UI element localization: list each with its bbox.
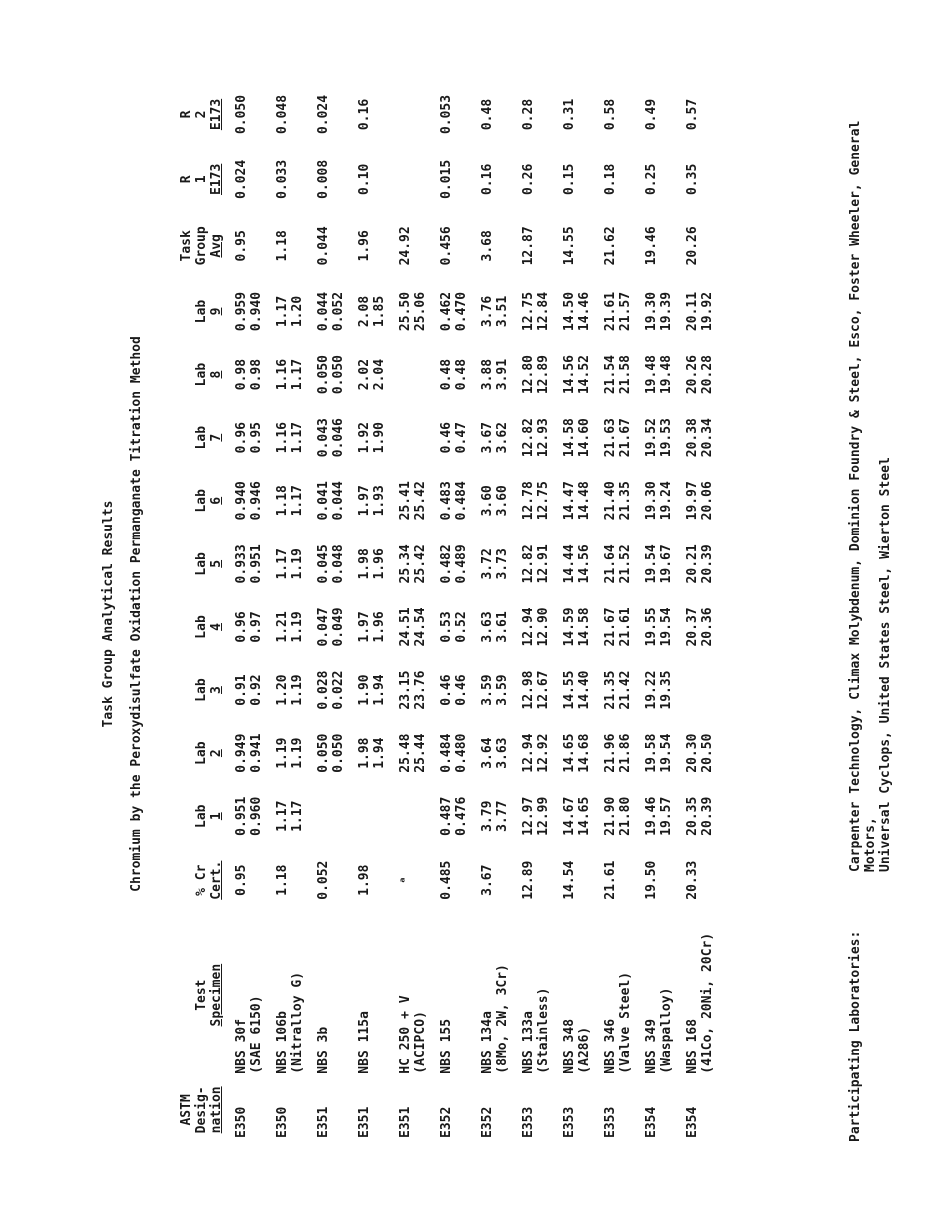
cell-lab8: [398, 343, 439, 406]
cell-r1: 0.015: [439, 159, 454, 199]
header-lab8: [179, 343, 234, 406]
footer-lab-list: Carpenter Technology, Climax Molybdenum, Dominion Foundry & Steel, Esco, Foster Wheeler, General Motors, Universal Cyclops, United States Steel, Wierton Steel: [848, 120, 893, 872]
cell-lab9: 2.08 1.85: [357, 295, 387, 328]
cell-lab1: 21.90 21.80: [603, 796, 633, 836]
cell-r1: 0.008: [316, 159, 331, 199]
header-lab5-line-1: 5: [209, 559, 224, 568]
cell-r2: 0.57: [685, 98, 700, 131]
cell-avg: 1.18: [275, 230, 290, 262]
header-r1-line-1: 1: [194, 175, 209, 184]
cell-r2: 0.49: [644, 98, 659, 131]
cell-lab3: [685, 659, 726, 722]
cell-lab4: 14.59 14.58: [562, 607, 592, 647]
header-lab2-line-1: 2: [209, 749, 224, 758]
cell-cert: 3.67: [480, 864, 495, 896]
cell-specimen: NBS 115a: [357, 1011, 372, 1074]
cell-r2: 0.024: [316, 94, 331, 135]
cell-lab6: 3.60 3.60: [480, 485, 510, 517]
header-lab5: [179, 532, 234, 595]
cell-specimen: NBS 3b: [316, 1026, 331, 1074]
header-specimen: [179, 913, 234, 1078]
cell-lab8: 0.48 0.48: [439, 358, 469, 391]
cell-lab7: 12.82 12.93: [521, 418, 551, 458]
header-r1-line-2: E173: [209, 163, 224, 196]
table-row: [644, 82, 685, 1142]
header-lab7-line-1: 7: [209, 433, 224, 442]
cell-lab4: 24.51 24.54: [398, 607, 428, 647]
header-r2-line-1: 2: [194, 110, 209, 119]
cell-avg: 1.96: [357, 230, 372, 262]
cell-lab9: 12.75 12.84: [521, 291, 551, 332]
cell-lab4: 1.97 1.96: [357, 611, 387, 643]
cell-lab8: 12.80 12.89: [521, 355, 551, 395]
header-cert-line-1: Cert.: [209, 860, 224, 900]
table-row: [439, 82, 480, 1142]
cell-lab7: 14.58 14.60: [562, 418, 592, 458]
cell-lab8: 0.98 0.98: [234, 358, 264, 391]
cell-cert: 0.485: [439, 860, 454, 900]
header-cert: [179, 848, 234, 913]
rotated-landscape-sheet: [95, 64, 893, 1164]
header-lab7-line-0: Lab: [194, 425, 209, 450]
cell-r1: 0.18: [603, 163, 618, 196]
cell-cert: 21.61: [603, 860, 618, 900]
header-astm-line-2: nation: [209, 1086, 224, 1134]
cell-lab6: 21.40 21.35: [603, 481, 633, 521]
cell-lab3: 1.20 1.19: [275, 674, 305, 706]
header-lab2-line-0: Lab: [194, 741, 209, 765]
cell-lab5: 1.17 1.19: [275, 548, 305, 580]
cell-lab8: 2.02 2.04: [357, 358, 387, 391]
cell-r1: 0.16: [480, 163, 495, 196]
cell-lab6: 0.041 0.044: [316, 481, 346, 521]
cell-cert: 12.89: [521, 860, 536, 900]
cell-r1: 0.10: [357, 163, 372, 196]
cell-astm: E350: [275, 1106, 290, 1138]
header-lab6-line-1: 6: [209, 496, 224, 505]
table-row: [357, 82, 398, 1142]
cell-lab5: 0.482 0.489: [439, 544, 469, 584]
cell-avg: 12.87: [521, 226, 536, 266]
cell-avg: 14.55: [562, 226, 577, 266]
cell-specimen: NBS 133a (Stainless): [521, 987, 551, 1074]
cell-lab6: 12.78 12.75: [521, 481, 551, 521]
cell-astm: E351: [316, 1106, 331, 1138]
cell-lab1: 20.35 20.39: [685, 796, 715, 836]
cell-lab7: 21.63 21.67: [603, 418, 633, 458]
cell-lab5: 0.045 0.048: [316, 544, 346, 584]
cell-lab7: 3.67 3.62: [480, 422, 510, 454]
cell-cert: 0.95: [234, 864, 249, 896]
cell-cert: ᵃ: [398, 876, 413, 885]
page-title: Task Group Analytical Results: [101, 500, 116, 728]
cell-lab7: 0.46 0.47: [439, 422, 469, 454]
cell-lab2: 12.94 12.92: [521, 733, 551, 773]
cell-r2: 0.28: [521, 98, 536, 131]
cell-lab6: 0.940 0.946: [234, 481, 264, 521]
cell-lab5: 20.21 20.39: [685, 544, 715, 584]
cell-lab4: 0.53 0.52: [439, 611, 469, 643]
cell-lab3: 3.59 3.59: [480, 674, 510, 706]
cell-r2: [398, 82, 439, 147]
header-astm-line-0: ASTM: [179, 1094, 194, 1126]
cell-lab2: 14.65 14.68: [562, 733, 592, 773]
cell-lab4: 20.37 20.36: [685, 607, 715, 647]
cell-astm: E352: [480, 1106, 495, 1138]
cell-lab1: 3.79 3.77: [480, 800, 510, 832]
cell-cert: 0.052: [316, 860, 331, 900]
cell-r2: 0.053: [439, 94, 454, 135]
cell-specimen: NBS 168 (41Co, 20Ni, 20Cr): [685, 932, 715, 1074]
cell-cert: 20.33: [685, 860, 700, 900]
header-lab1: [179, 785, 234, 848]
table-row: [275, 82, 316, 1142]
header-lab9-line-0: Lab: [194, 299, 209, 324]
cell-avg: 0.95: [234, 230, 249, 262]
header-lab7: [179, 406, 234, 469]
cell-lab7: 1.92 1.90: [357, 422, 387, 454]
table-body: [234, 82, 726, 1142]
cell-lab4: 19.55 19.54: [644, 607, 674, 647]
cell-lab9: 0.959 0.940: [234, 291, 264, 332]
participating-laboratories: [833, 82, 893, 1142]
header-astm-line-1: Desig-: [194, 1086, 209, 1134]
header-lab6-line-0: Lab: [194, 489, 209, 513]
header-specimen-line-0: Test: [194, 979, 209, 1011]
cell-r2: 0.048: [275, 94, 290, 135]
header-lab1-line-0: Lab: [194, 804, 209, 828]
cell-lab9: 1.17 1.20: [275, 295, 305, 328]
cell-avg: 21.62: [603, 226, 618, 266]
header-r2-line-2: E173: [209, 98, 224, 131]
header-lab3-line-1: 3: [209, 686, 224, 694]
header-lab3: [179, 659, 234, 722]
cell-lab2: 19.58 19.54: [644, 733, 674, 773]
cell-lab3: 14.55 14.40: [562, 670, 592, 710]
cell-lab4: 3.63 3.61: [480, 611, 510, 643]
cell-lab2: 0.949 0.941: [234, 733, 264, 773]
cell-lab9: 14.50 14.46: [562, 291, 592, 332]
cell-lab3: 23.15 23.76: [398, 670, 428, 710]
cell-lab5: 14.44 14.56: [562, 544, 592, 584]
cell-cert: 14.54: [562, 860, 577, 900]
cell-specimen: NBS 30f (SAE 6150): [234, 995, 264, 1074]
table-row: [685, 82, 726, 1142]
cell-lab5: 0.933 0.951: [234, 544, 264, 584]
header-lab6: [179, 469, 234, 532]
cell-r1: 0.033: [275, 159, 290, 199]
results-table: [179, 82, 726, 1142]
cell-lab1: 0.487 0.476: [439, 796, 469, 836]
cell-astm: E351: [398, 1106, 413, 1138]
cell-lab6: 1.97 1.93: [357, 485, 387, 517]
cell-lab8: 14.56 14.52: [562, 355, 592, 395]
header-cert-line-0: % Cr: [194, 864, 209, 896]
cell-lab9: 21.61 21.57: [603, 291, 633, 332]
cell-specimen: NBS 155: [439, 1018, 454, 1074]
cell-specimen: NBS 134a (8Mo, 2W, 3Cr): [480, 964, 510, 1074]
header-astm: [179, 1078, 234, 1142]
cell-lab9: 0.462 0.470: [439, 291, 469, 332]
cell-lab1: 19.46 19.57: [644, 796, 674, 836]
header-lab9-line-1: 9: [209, 307, 224, 316]
cell-lab4: 1.21 1.19: [275, 611, 305, 643]
cell-astm: E353: [603, 1106, 618, 1138]
header-lab8-line-1: 8: [209, 370, 224, 379]
cell-cert: 1.18: [275, 864, 290, 896]
page-subtitle: Chromium by the Peroxydisulfate Oxidation Permanganate Titration Method: [129, 336, 144, 892]
header-r1: [179, 147, 234, 212]
cell-cert: 19.50: [644, 860, 659, 900]
cell-lab2: 1.98 1.94: [357, 737, 387, 769]
cell-lab8: 3.88 3.91: [480, 358, 510, 391]
table-row: [398, 82, 439, 1142]
header-avg: [179, 212, 234, 280]
table-row: [316, 82, 357, 1142]
cell-specimen: NBS 346 (Valve Steel): [603, 971, 633, 1074]
cell-r1: [398, 147, 439, 212]
cell-lab1: [316, 785, 357, 848]
cell-lab1: 0.951 0.960: [234, 796, 264, 836]
cell-avg: 24.92: [398, 226, 413, 266]
table-row: [603, 82, 644, 1142]
cell-astm: E353: [562, 1106, 577, 1138]
cell-lab6: 19.97 20.06: [685, 481, 715, 521]
cell-avg: 19.46: [644, 226, 659, 266]
cell-r1: 0.35: [685, 163, 700, 196]
cell-lab1: [398, 785, 439, 848]
cell-astm: E351: [357, 1106, 372, 1138]
cell-r1: 0.024: [234, 159, 249, 199]
cell-lab9: 3.76 3.51: [480, 295, 510, 328]
header-avg-line-1: Group: [194, 226, 209, 266]
cell-lab6: 1.18 1.17: [275, 485, 305, 517]
header-lab3-line-0: Lab: [194, 678, 209, 702]
cell-lab4: 12.94 12.90: [521, 607, 551, 647]
cell-specimen: NBS 106b (Nitralloy G): [275, 971, 305, 1074]
cell-astm: E350: [234, 1106, 249, 1138]
cell-lab7: 0.043 0.046: [316, 418, 346, 458]
cell-r1: 0.25: [644, 163, 659, 196]
cell-lab1: 12.97 12.99: [521, 796, 551, 836]
header-avg-line-2: Avg: [209, 234, 224, 258]
cell-lab7: 20.38 20.34: [685, 418, 715, 458]
cell-avg: 0.044: [316, 226, 331, 266]
cell-r1: 0.15: [562, 163, 577, 196]
cell-r2: 0.58: [603, 98, 618, 131]
cell-lab8: 1.16 1.17: [275, 358, 305, 391]
cell-lab6: 14.47 14.48: [562, 481, 592, 521]
cell-lab9: 25.50 25.06: [398, 291, 428, 332]
cell-lab3: 19.22 19.35: [644, 670, 674, 710]
cell-lab1: [357, 785, 398, 848]
table-row: [521, 82, 562, 1142]
cell-lab7: 19.52 19.53: [644, 418, 674, 458]
cell-lab3: 0.028 0.022: [316, 670, 346, 710]
cell-lab8: 20.26 20.28: [685, 355, 715, 395]
cell-lab9: 19.30 19.39: [644, 291, 674, 332]
header-lab1-line-1: 1: [209, 812, 224, 821]
cell-r2: 0.31: [562, 98, 577, 131]
cell-astm: E354: [644, 1106, 659, 1138]
cell-cert: 1.98: [357, 864, 372, 896]
cell-lab8: 0.050 0.050: [316, 355, 346, 395]
header-specimen-line-1: Specimen: [209, 963, 224, 1027]
cell-lab5: 19.54 19.67: [644, 544, 674, 584]
header-lab5-line-0: Lab: [194, 552, 209, 576]
cell-lab3: 0.91 0.92: [234, 674, 264, 706]
cell-lab5: 12.82 12.91: [521, 544, 551, 584]
cell-avg: 0.456: [439, 226, 454, 266]
footer-label: Participating Laboratories:: [848, 930, 863, 1142]
cell-lab1: 14.67 14.65: [562, 796, 592, 836]
cell-lab8: 21.54 21.58: [603, 355, 633, 395]
cell-lab3: 1.90 1.94: [357, 674, 387, 706]
cell-lab9: 0.044 0.052: [316, 291, 346, 332]
header-lab4-line-0: Lab: [194, 615, 209, 639]
header-lab4-line-1: 4: [209, 623, 224, 631]
cell-lab5: 1.98 1.96: [357, 548, 387, 580]
header-r2-line-0: R: [179, 110, 194, 119]
table-row: [480, 82, 521, 1142]
cell-lab2: 0.484 0.480: [439, 733, 469, 773]
cell-lab7: 1.16 1.17: [275, 422, 305, 454]
cell-lab6: 19.30 19.24: [644, 481, 674, 521]
cell-avg: 20.26: [685, 226, 700, 266]
cell-specimen: NBS 348 (A286): [562, 1018, 592, 1074]
cell-astm: E354: [685, 1106, 700, 1138]
header-lab4: [179, 595, 234, 658]
cell-lab1: 1.17 1.17: [275, 800, 305, 832]
table-header-row: [179, 82, 234, 1142]
cell-lab7: 0.96 0.95: [234, 422, 264, 454]
header-r2: [179, 82, 234, 147]
cell-r1: 0.26: [521, 163, 536, 196]
cell-lab5: 25.34 25.42: [398, 544, 428, 584]
table-row: [562, 82, 603, 1142]
cell-lab7: [398, 406, 439, 469]
cell-lab2: 25.48 25.44: [398, 733, 428, 773]
header-lab8-line-0: Lab: [194, 362, 209, 387]
header-r1-line-0: R: [179, 175, 194, 184]
cell-astm: E352: [439, 1106, 454, 1138]
cell-lab4: 0.047 0.049: [316, 607, 346, 647]
cell-lab6: 0.483 0.484: [439, 481, 469, 521]
cell-specimen: HC 250 + V (ACIPCO): [398, 995, 428, 1074]
cell-lab8: 19.48 19.48: [644, 355, 674, 395]
cell-avg: 3.68: [480, 230, 495, 262]
cell-lab2: 1.19 1.19: [275, 737, 305, 769]
cell-lab3: 21.35 21.42: [603, 670, 633, 710]
header-lab2: [179, 722, 234, 785]
cell-lab4: 0.96 0.97: [234, 611, 264, 643]
cell-lab5: 21.64 21.52: [603, 544, 633, 584]
cell-r2: 0.16: [357, 98, 372, 131]
cell-lab2: 0.050 0.050: [316, 733, 346, 773]
cell-r2: 0.48: [480, 98, 495, 131]
cell-r2: 0.050: [234, 94, 249, 135]
cell-lab9: 20.11 19.92: [685, 291, 715, 332]
header-lab9: [179, 280, 234, 343]
cell-lab5: 3.72 3.73: [480, 548, 510, 580]
cell-specimen: NBS 349 (Waspalloy): [644, 987, 674, 1074]
cell-lab2: 3.64 3.63: [480, 737, 510, 769]
cell-astm: E353: [521, 1106, 536, 1138]
cell-lab3: 0.46 0.46: [439, 674, 469, 706]
cell-lab2: 21.96 21.86: [603, 733, 633, 773]
cell-lab2: 20.30 20.50: [685, 733, 715, 773]
table-row: [234, 82, 275, 1142]
cell-lab6: 25.41 25.42: [398, 481, 428, 521]
cell-lab3: 12.98 12.67: [521, 670, 551, 710]
cell-lab4: 21.67 21.61: [603, 607, 633, 647]
header-avg-line-0: Task: [179, 230, 194, 262]
